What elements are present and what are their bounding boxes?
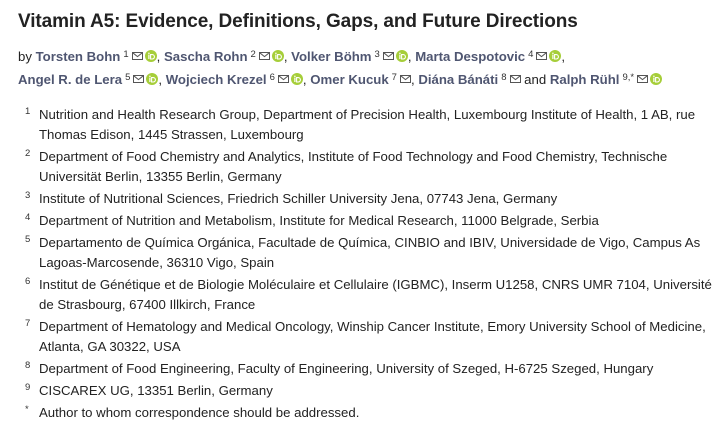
orcid-icon[interactable] [272, 50, 284, 62]
orcid-icon[interactable] [549, 50, 561, 62]
article-title: Vitamin A5: Evidence, Definitions, Gaps, and Future Directions [18, 11, 578, 32]
affiliation-number: 3 [25, 190, 31, 201]
author-name-link[interactable]: Sascha Rohn [163, 49, 248, 64]
affiliation-text: Department of Food Chemistry and Analytics, Institute of Food Technology and Food Chemistry, Technische Universität Berlin, 13355 Berlin, Germany [39, 149, 668, 184]
affiliation-superscript: 1 [123, 49, 129, 60]
author-name-link[interactable]: Angel R. de Lera [18, 72, 123, 87]
affiliation-text: Institute of Nutritional Sciences, Friedrich Schiller University Jena, 07743 Jena, Germany [39, 191, 558, 206]
mail-icon[interactable] [637, 75, 648, 83]
author-separator: , [283, 49, 288, 64]
author-entry [164, 49, 288, 64]
author-list [18, 44, 718, 90]
orcid-icon[interactable] [291, 73, 303, 85]
author-separator: , [158, 72, 163, 87]
author-entry [310, 72, 414, 87]
author-name-link[interactable]: Marta Despotovic [415, 49, 526, 64]
mail-icon[interactable] [400, 75, 411, 83]
affiliation-superscript: 3 [374, 49, 380, 60]
affiliation-item [25, 105, 715, 145]
mail-icon[interactable] [259, 52, 270, 60]
mail-icon[interactable] [536, 52, 547, 60]
author-entry [291, 49, 411, 64]
affiliation-item [25, 359, 715, 379]
affiliation-number: * [25, 404, 29, 415]
affiliation-text: Department of Food Engineering, Faculty of Engineering, University of Szeged, H-6725 Szeged, Hungary [39, 361, 654, 376]
affiliation-number: 6 [25, 276, 31, 287]
author-name-link[interactable]: Wojciech Krezel [165, 72, 267, 87]
orcid-icon[interactable] [396, 50, 408, 62]
affiliation-number: 2 [25, 148, 31, 159]
affiliation-number: 1 [25, 106, 31, 117]
author-separator: , [410, 72, 415, 87]
author-entry [418, 72, 546, 87]
affiliation-text: Institut de Génétique et de Biologie Moléculaire et Cellulaire (IGBMC), Inserm U1258, CNRS UMR 7104, Université de Strasbourg, 67400 Illkirch, France [39, 277, 712, 312]
affiliation-number: 4 [25, 212, 31, 223]
affiliation-superscript: 8 [501, 72, 507, 83]
author-entry [550, 72, 662, 87]
mail-icon[interactable] [510, 75, 521, 83]
affiliation-superscript: 4 [528, 49, 534, 60]
author-separator: , [407, 49, 412, 64]
by-label: by [18, 49, 32, 64]
affiliation-text: Department of Hematology and Medical Oncology, Winship Cancer Institute, Emory University School of Medicine, Atlanta, GA 30322, USA [39, 319, 706, 354]
affiliation-item [25, 317, 715, 357]
author-name-link[interactable]: Torsten Bohn [35, 49, 121, 64]
affiliation-list [25, 105, 715, 425]
author-line-1 [18, 44, 718, 67]
affiliation-text: Nutrition and Health Research Group, Department of Precision Health, Luxembourg Institute of Health, 1 AB, rue Thomas Edison, 1445 Strassen, Luxembourg [39, 107, 696, 142]
affiliation-text: CISCAREX UG, 13351 Berlin, Germany [39, 383, 273, 398]
affiliation-item [25, 381, 715, 401]
orcid-icon[interactable] [146, 73, 158, 85]
mail-icon[interactable] [132, 52, 143, 60]
affiliation-item [25, 403, 715, 423]
affiliation-superscript: 9,* [622, 72, 635, 83]
mail-icon[interactable] [278, 75, 289, 83]
author-line-2 [18, 67, 718, 90]
affiliation-superscript: 6 [269, 72, 275, 83]
author-name-link[interactable]: Volker Böhm [291, 49, 372, 64]
affiliation-text: Department of Nutrition and Metabolism, Institute for Medical Research, 11000 Belgrade, Serbia [39, 213, 599, 228]
affiliation-item [25, 189, 715, 209]
affiliation-superscript: 5 [125, 72, 131, 83]
orcid-icon[interactable] [650, 73, 662, 85]
affiliation-superscript: 7 [391, 72, 397, 83]
author-separator: and [520, 72, 547, 87]
affiliation-item [25, 233, 715, 273]
affiliation-text: Departamento de Química Orgánica, Facultade de Química, CINBIO and IBIV, Universidade de Vigo, Campus As Lagoas-Marcosende, 36310 Vigo, Spain [39, 235, 701, 270]
author-separator: , [156, 49, 161, 64]
affiliation-item [25, 275, 715, 315]
author-separator: , [302, 72, 307, 87]
mail-icon[interactable] [133, 75, 144, 83]
author-entry [36, 49, 161, 64]
author-name-link[interactable]: Ralph Rühl [549, 72, 620, 87]
affiliation-number: 8 [25, 360, 31, 371]
affiliation-number: 5 [25, 234, 31, 245]
author-name-link[interactable]: Diána Bánáti [418, 72, 499, 87]
author-separator: , [561, 49, 566, 64]
affiliation-item [25, 211, 715, 231]
author-entry [415, 49, 565, 64]
affiliation-text: Author to whom correspondence should be addressed. [39, 405, 360, 420]
affiliation-superscript: 2 [250, 49, 256, 60]
author-entry [166, 72, 307, 87]
affiliation-number: 9 [25, 382, 31, 393]
affiliation-item [25, 147, 715, 187]
orcid-icon[interactable] [145, 50, 157, 62]
mail-icon[interactable] [383, 52, 394, 60]
affiliation-number: 7 [25, 318, 31, 329]
author-entry [18, 72, 162, 87]
author-name-link[interactable]: Omer Kucuk [310, 72, 389, 87]
